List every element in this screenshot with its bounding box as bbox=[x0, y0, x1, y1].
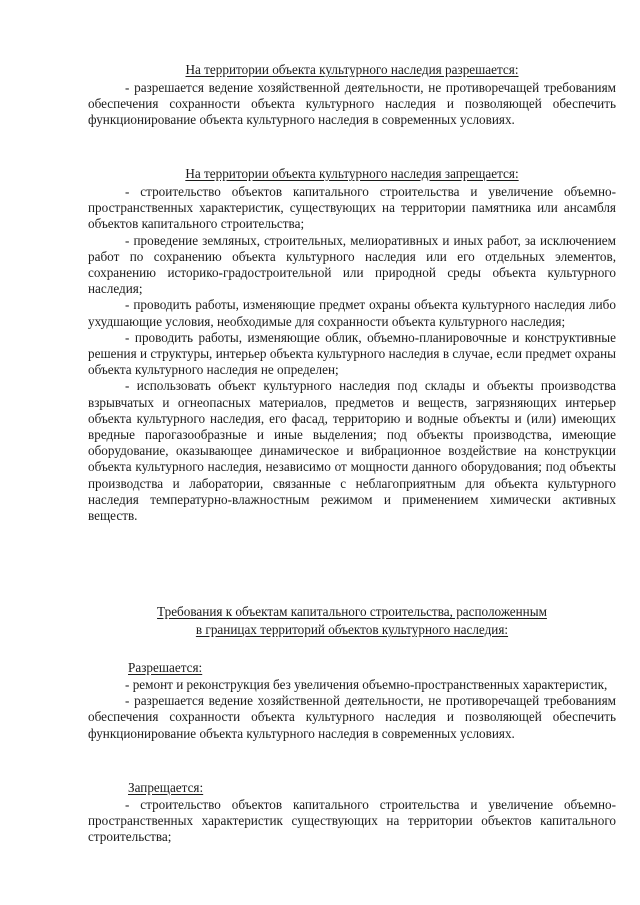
paragraph: - строительство объектов капитального строительства и увеличение объемно-пространственных характеристик существующих на территории объектов капитального строительства; bbox=[88, 797, 616, 845]
paragraph: - ремонт и реконструкция без увеличения объемно-пространственных характеристик, bbox=[125, 677, 608, 692]
section3-heading-line1: Требования к объектам капитального строительства, расположенным bbox=[157, 604, 547, 619]
paragraph: - разрешается ведение хозяйственной деятельности, не противоречащей требованиям обеспечения сохранности объекта культурного наследия и позволяющей обеспечить функционирование объекта культурного наследия в современных условиях. bbox=[88, 693, 616, 741]
allowed-body bbox=[88, 677, 616, 742]
paragraph: - использовать объект культурного наследия под склады и объекты производства взрывчатых и огнеопасных материалов, предметов и веществ, загрязняющих интерьер объекта культурного наследия, его фасад, территорию и водные объекты и (или) имеющих вредные парогазообразные и иные выделения; под объекты производства, имеющие оборудование, оказывающее динамическое и вибрационное воздействие на конструкции объекта культурного наследия, независимо от мощности данного оборудования; под объекты производства и лаборатории, связанные с неблагоприятным для объекта культурного наследия температурно-влажностным режимом и применением химически активных веществ. bbox=[88, 378, 616, 524]
forbidden-label: Запрещается: bbox=[128, 780, 204, 795]
allowed-label: Разрешается: bbox=[128, 660, 203, 675]
paragraph: - проводить работы, изменяющие предмет охраны объекта культурного наследия либо ухудшающие условия, необходимые для сохранности объекта культурного наследия; bbox=[88, 297, 616, 329]
section1-body bbox=[88, 80, 616, 129]
forbidden-body bbox=[88, 797, 616, 846]
section1-heading: На территории объекта культурного наследия разрешается: bbox=[185, 62, 519, 77]
section2-body bbox=[88, 184, 616, 524]
paragraph: - строительство объектов капитального строительства и увеличение объемно-пространственных характеристик, существующих на территории памятника или ансамбля объектов капитального строительства; bbox=[88, 184, 616, 232]
paragraph: - разрешается ведение хозяйственной деятельности, не противоречащей требованиям обеспечения сохранности объекта культурного наследия и позволяющей обеспечить функционирование объекта культурного наследия в современных условиях. bbox=[88, 80, 616, 128]
paragraph: - проведение земляных, строительных, мелиоративных и иных работ, за исключением работ по сохранению объекта культурного наследия или его отдельных элементов, сохранению историко-градостроительной или природной среды объекта культурного наследия; bbox=[88, 232, 616, 297]
paragraph: - проводить работы, изменяющие облик, объемно-планировочные и конструктивные решения и структуры, интерьер объекта культурного наследия в случае, если предмет охраны объекта культурного наследия не определен; bbox=[88, 329, 616, 378]
section2-heading: На территории объекта культурного наследия запрещается: bbox=[185, 166, 519, 181]
section3-heading-line2: в границах территорий объектов культурного наследия: bbox=[195, 622, 509, 637]
